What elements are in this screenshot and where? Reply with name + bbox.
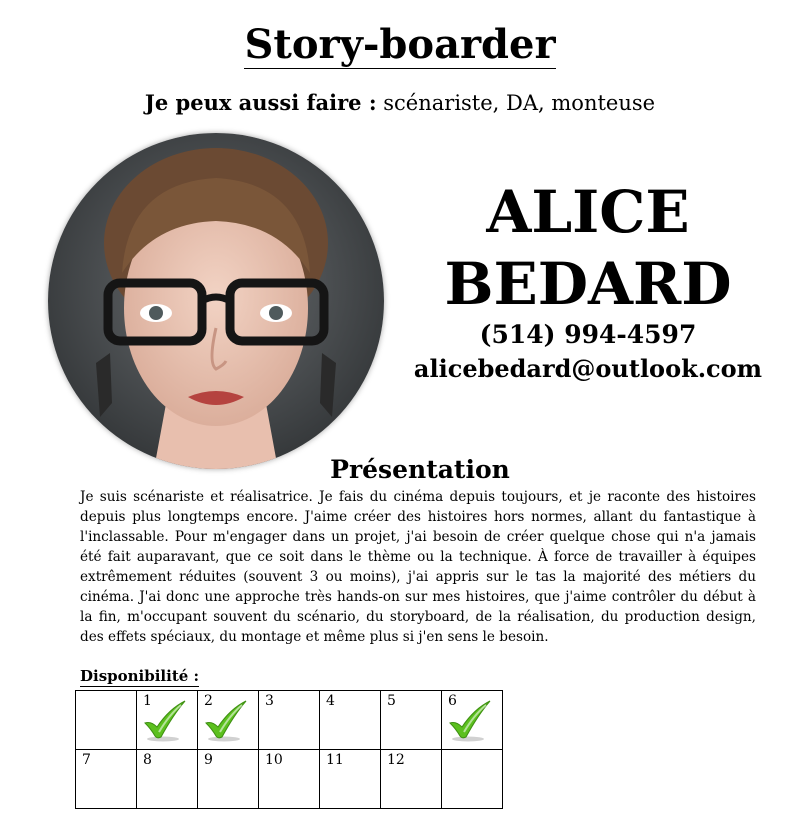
- profile-photo: [48, 133, 384, 469]
- calendar-day-cell: [198, 750, 259, 809]
- calendar-day-cell: [259, 750, 320, 809]
- calendar-day-cell: [137, 691, 198, 750]
- calendar-row: [76, 691, 503, 750]
- subtitle-roles: scénariste, DA, monteuse: [376, 91, 656, 115]
- calendar-day-cell: [320, 691, 381, 750]
- first-name: ALICE: [486, 178, 690, 246]
- last-name: BEDARD: [444, 250, 732, 318]
- calendar-day-number: 2: [204, 693, 213, 709]
- calendar-day-cell: [320, 750, 381, 809]
- calendar-day-number: 4: [326, 693, 335, 709]
- portrait-image: [48, 133, 384, 469]
- calendar-day-number: 10: [265, 752, 283, 768]
- calendar-day-cell: [442, 750, 503, 809]
- page-title: [0, 18, 800, 72]
- subtitle-label: Je peux aussi faire :: [144, 90, 377, 115]
- calendar-day-number: 6: [448, 693, 457, 709]
- calendar-day-number: 7: [82, 752, 91, 768]
- calendar-day-number: 9: [204, 752, 213, 768]
- calendar-day-cell: [198, 691, 259, 750]
- calendar-day-number: 8: [143, 752, 152, 768]
- subtitle: [0, 88, 800, 118]
- calendar-day-cell: [76, 691, 137, 750]
- email-address: alicebedard@outlook.com: [413, 354, 763, 383]
- calendar-day-cell: [76, 750, 137, 809]
- calendar-row: [76, 750, 503, 809]
- presentation-heading: Présentation: [330, 455, 510, 484]
- calendar-day-cell: [442, 691, 503, 750]
- phone-number: (514) 994-4597: [479, 320, 697, 349]
- calendar-day-number: 5: [387, 693, 396, 709]
- page-title-text: Story-boarder: [244, 21, 556, 68]
- availability-label: Disponibilité :: [80, 667, 200, 685]
- calendar-day-cell: [381, 691, 442, 750]
- calendar-day-number: 3: [265, 693, 274, 709]
- availability-calendar: [75, 690, 503, 809]
- calendar-day-cell: [137, 750, 198, 809]
- green-checkmark-icon: [448, 699, 492, 743]
- calendar-day-cell: [259, 691, 320, 750]
- calendar-day-cell: [381, 750, 442, 809]
- presentation-text: Je suis scénariste et réalisatrice. Je fais du cinéma depuis toujours, et je raconte des histoires depuis plus longtemps encore. J'aime créer des histoires hors normes, allant du fantastique à l'inclassable. Pour m'engager dans un projet, j'ai besoin de créer quelque chose qui n'a jamais été fait auparavant, que ce soit dans le thème ou la technique. À force de travailler à équipes extrêmement réduites (souvent 3 ou moins), j'ai appris sur le tas la majorité des métiers du cinéma. J'ai donc une approche très hands-on sur mes histoires, que j'aime contrôler du début à la fin, m'occupant souvent du scénario, du storyboard, de la réalisation, du production design, des effets spéciaux, du montage et même plus si j'en sens le besoin.: [80, 489, 756, 645]
- calendar-day-number: 1: [143, 693, 152, 709]
- green-checkmark-icon: [204, 699, 248, 743]
- calendar-day-number: 11: [326, 752, 344, 768]
- green-checkmark-icon: [143, 699, 187, 743]
- calendar-day-number: 12: [387, 752, 405, 768]
- full-name: [400, 176, 776, 320]
